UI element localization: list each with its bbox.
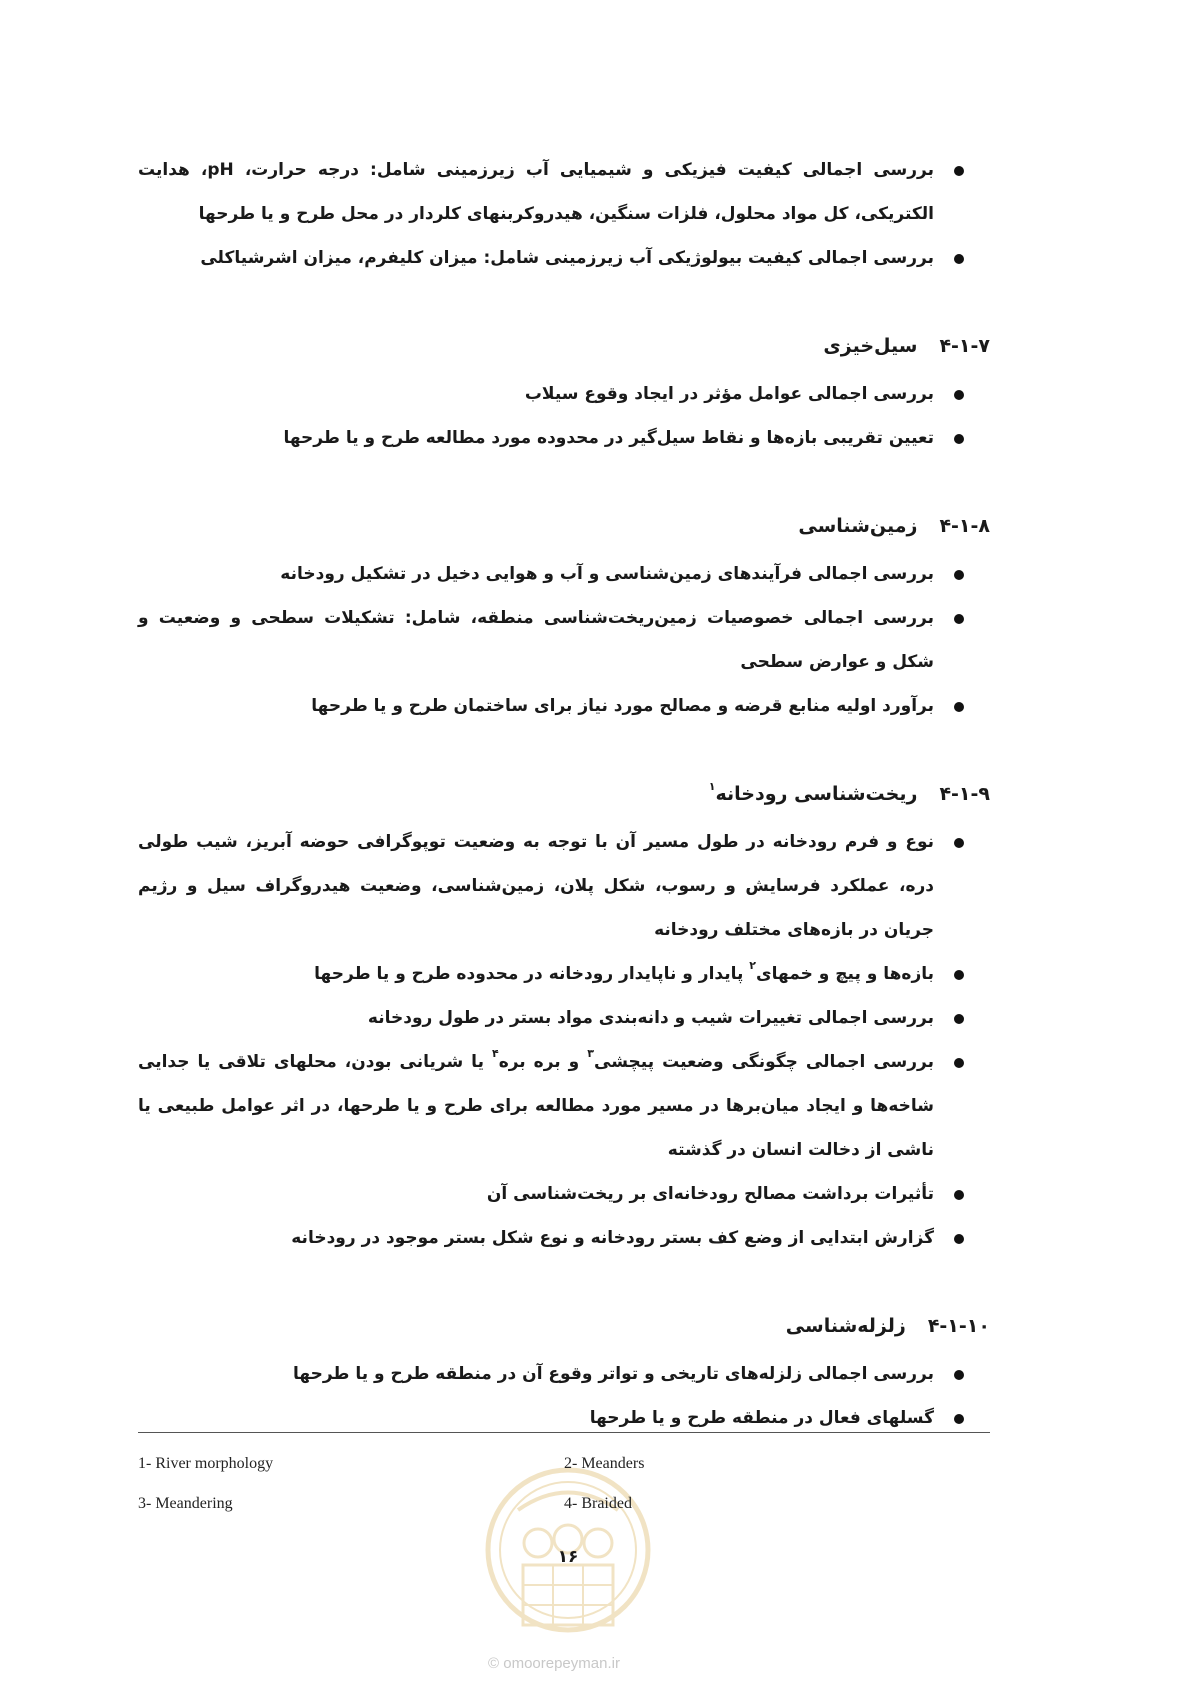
footnote-4: 4- Braided: [564, 1495, 632, 1512]
section-title: زمین‌شناسی: [798, 515, 918, 537]
bullet-icon: [954, 614, 964, 624]
section-number: ۴-۱-۱۰: [927, 1315, 990, 1337]
section-heading-seismology: [138, 1304, 990, 1348]
section-title: زلزله‌شناسی: [785, 1315, 906, 1337]
page-number: ۱۶: [557, 1547, 579, 1567]
bullet-text: بررسی اجمالی زلزله‌های تاریخی و تواتر وقوع آن در منطقه طرح و یا طرحها: [292, 1364, 934, 1384]
list-item: [138, 416, 990, 460]
bullet-text: پایدار و ناپایدار رودخانه در محدوده طرح و یا طرحها: [314, 964, 744, 984]
section-title: سیل‌خیزی: [823, 335, 918, 357]
footnote-marker: ۴: [491, 1047, 499, 1060]
seismology-bullet-list: [138, 1352, 990, 1440]
bullet-text: بررسی اجمالی چگونگی وضعیت پیچشی: [594, 1052, 934, 1072]
list-item: [138, 952, 990, 996]
list-item: [138, 1172, 990, 1216]
bullet-text: تأثیرات برداشت مصالح رودخانه‌ای بر ریخت‌شناسی آن: [486, 1184, 934, 1204]
bullet-text: برآورد اولیه منابع قرضه و مصالح مورد نیاز برای ساختمان طرح و یا طرحها: [311, 696, 934, 716]
bullet-icon: [954, 970, 964, 980]
section-number: ۴-۱-۸: [939, 515, 990, 537]
page-body: [138, 148, 990, 1440]
intro-bullet-list: [138, 148, 990, 280]
section-title: ریخت‌شناسی رودخانه: [715, 783, 918, 805]
bullet-icon: [954, 1190, 964, 1200]
list-item: [138, 236, 990, 280]
watermark-url: [488, 1655, 708, 1672]
bullet-text: بازه‌ها و پیچ و خمهای: [756, 964, 934, 984]
list-item: [138, 684, 990, 728]
bullet-text: بررسی اجمالی کیفیت بیولوژیکی آب زیرزمینی شامل: میزان کلیفرم، میزان اشرشیاکلی: [200, 248, 934, 268]
footnote-marker: ۲: [749, 959, 757, 972]
footnote-marker: ۳: [587, 1047, 594, 1060]
footnote-3: 3- Meandering: [138, 1495, 233, 1512]
list-item: [138, 552, 990, 596]
section-number: ۴-۱-۷: [939, 335, 990, 357]
footnote-divider: [138, 1432, 990, 1433]
bullet-icon: [954, 570, 964, 580]
bullet-text: گسلهای فعال در منطقه طرح و یا طرحها: [589, 1408, 934, 1428]
bullet-icon: [954, 1058, 964, 1068]
bullet-text: نوع و فرم رودخانه در طول مسیر آن با توجه به وضعیت توپوگرافی حوضه آبریز، شیب طولی دره، عملکرد فرسایش و رسوب، شکل پلان، زمین‌شناسی، وضعیت هیدروگراف سیل و رژیم جریان در بازه‌های مختلف رودخانه: [138, 832, 934, 940]
bullet-text: بررسی اجمالی تغییرات شیب و دانه‌بندی مواد بستر در طول رودخانه: [367, 1008, 934, 1028]
section-number: ۴-۱-۹: [939, 783, 990, 805]
watermark-url-text: omoorepeyman.ir: [503, 1655, 620, 1672]
bullet-text: گزارش ابتدایی از وضع کف بستر رودخانه و نوع شکل بستر موجود در رودخانه: [291, 1228, 934, 1248]
geology-bullet-list: [138, 552, 990, 728]
list-item: [138, 596, 990, 684]
list-item: [138, 1216, 990, 1260]
bullet-icon: [954, 434, 964, 444]
bullet-text: بررسی اجمالی فرآیندهای زمین‌شناسی و آب و هوایی دخیل در تشکیل رودخانه: [280, 564, 934, 584]
section-heading-flooding: [138, 324, 990, 368]
list-item: [138, 372, 990, 416]
bullet-icon: [954, 254, 964, 264]
list-item: [138, 1396, 990, 1440]
bullet-icon: [954, 702, 964, 712]
section-heading-geology: [138, 504, 990, 548]
list-item: [138, 1040, 990, 1172]
section-heading-river-morphology: [138, 772, 990, 816]
bullet-text: بررسی اجمالی خصوصیات زمین‌ریخت‌شناسی منطقه، شامل: تشکیلات سطحی و وضعیت و شکل و عوارض سطحی: [138, 608, 934, 672]
morphology-bullet-list: [138, 820, 990, 1260]
list-item: [138, 148, 990, 236]
copyright-icon: ©: [488, 1655, 504, 1672]
bullet-icon: [954, 1234, 964, 1244]
list-item: [138, 996, 990, 1040]
footnote-marker: ۱: [708, 780, 716, 793]
bullet-icon: [954, 1414, 964, 1424]
list-item: [138, 1352, 990, 1396]
list-item: [138, 820, 990, 952]
bullet-icon: [954, 166, 964, 176]
bullet-icon: [954, 1014, 964, 1024]
bullet-text: و بره بره: [498, 1052, 580, 1072]
bullet-icon: [954, 390, 964, 400]
bullet-icon: [954, 838, 964, 848]
bullet-text: بررسی اجمالی عوامل مؤثر در ایجاد وقوع سیلاب: [524, 384, 934, 404]
bullet-icon: [954, 1370, 964, 1380]
bullet-text: بررسی اجمالی کیفیت فیزیکی و شیمیایی آب زیرزمینی شامل: درجه حرارت، pH، هدایت الکتریکی، کل مواد محلول، فلزات سنگین، هیدروکربنهای کلردار در محل طرح و یا طرحها: [138, 160, 934, 224]
bullet-text: تعیین تقریبی بازه‌ها و نقاط سیل‌گیر در محدوده مورد مطالعه طرح و یا طرحها: [283, 428, 934, 448]
bullet-text: یا شریانی بودن، محلهای تلاقی یا جدایی شاخه‌ها و ایجاد میان‌برها در مسیر مورد مطالعه برای طرح و یا طرحها، در اثر عوامل طبیعی یا ناشی از دخالت انسان در گذشته: [138, 1052, 934, 1160]
flooding-bullet-list: [138, 372, 990, 460]
footnote-1: 1- River morphology: [138, 1455, 274, 1472]
footnote-2: 2- Meanders: [564, 1455, 645, 1472]
